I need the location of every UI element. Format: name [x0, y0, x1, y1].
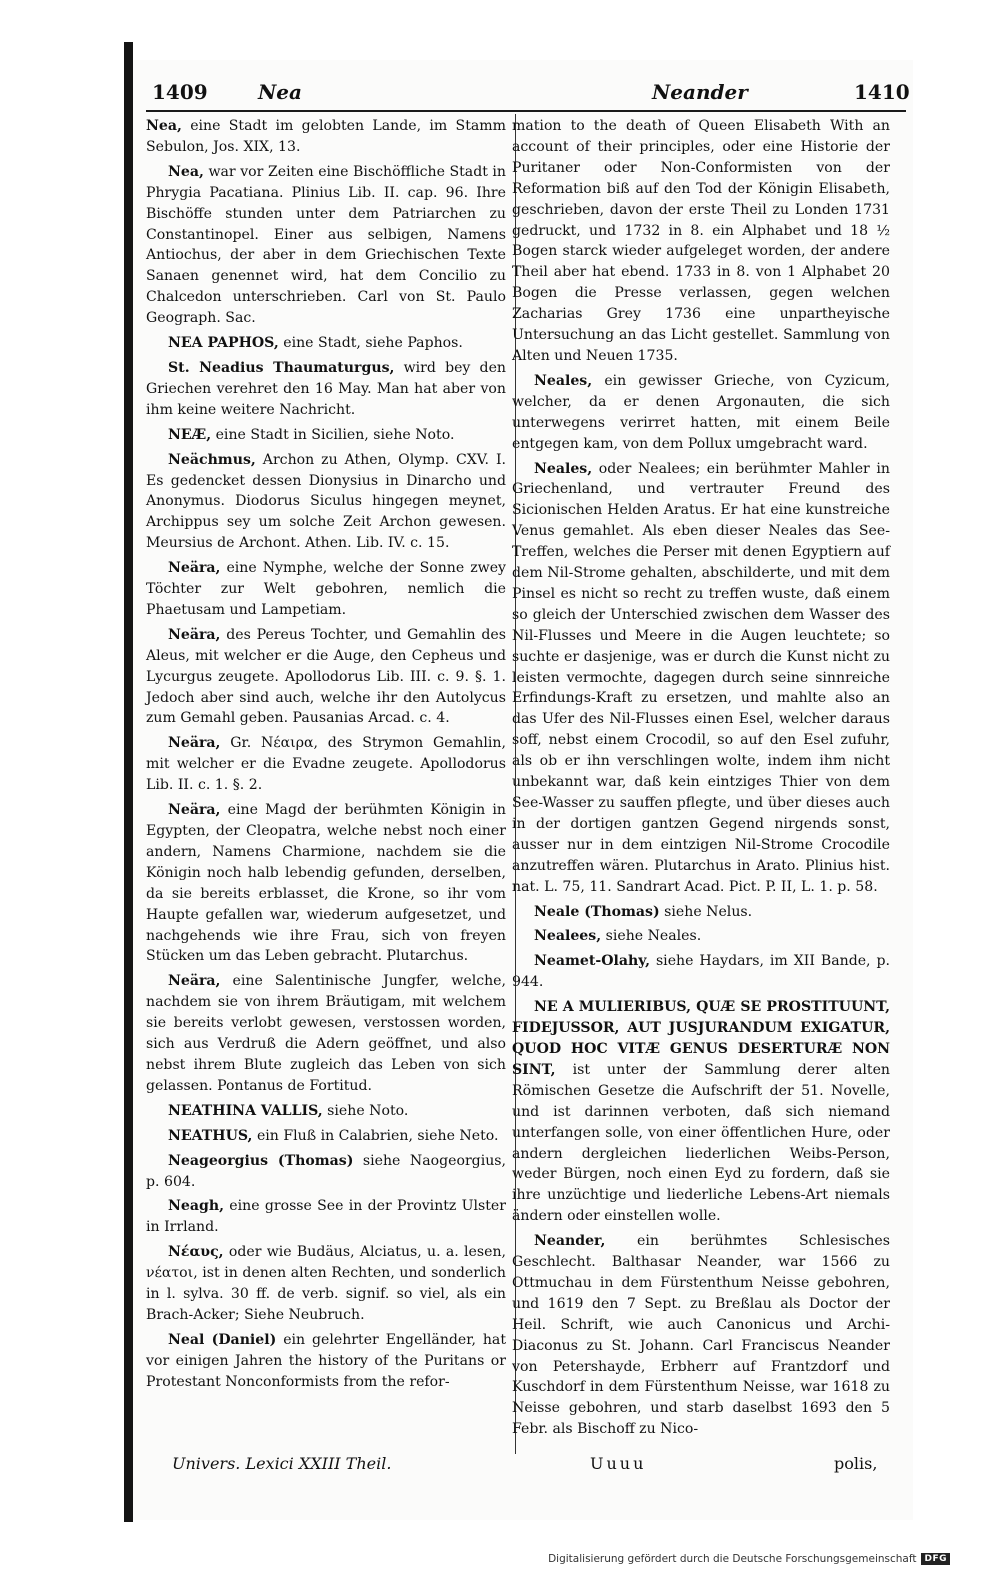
entry-text: siehe Noto.	[327, 1102, 409, 1119]
entry	[146, 162, 506, 329]
entry-lemma: NEATHUS,	[168, 1127, 253, 1144]
entry	[146, 1330, 506, 1393]
entry-lemma: Neära,	[168, 802, 221, 819]
entry-text: Archon zu Athen, Olymp. CXV. I. Es gedencket dessen Dionysius in Dinarcho und Anonymus. Diodorus Siculus hingegen meynet, Archippus sey um solche Zeit Archon gewesen. Meursius de Archont. Athen. Lib. IV. c. 15.	[146, 451, 506, 552]
entry-text: eine Stadt in Sicilien, siehe Noto.	[215, 426, 455, 443]
entry-lemma: NE A MULIERIBUS, QUÆ SE PROSTITUUNT, FIDEJUSSOR, AUT JUSJURANDUM EXIGATUR, QUOD HOC VITÆ GENUS DESERTURÆ NON SINT,	[512, 999, 890, 1078]
entry-lemma: Neära,	[168, 973, 221, 990]
entry-lemma: Nea,	[168, 163, 204, 180]
entry	[146, 971, 506, 1096]
entry-text: siehe Neales.	[605, 928, 702, 945]
entry-text: oder Nealees; ein berühmter Mahler in Griechenland, und vertrauter Freund des Sicionischen Helden Aratus. Er hat eine kunstreiche Venus gemahlet. Als eben dieser Neales das See-Treffen, welches die Perser mit denen Egyptiern auf dem Nil-Strome gehalten, abschilderte, und mit dem Pinsel es nicht so recht zu treffen wuste, daß einem so gleich der Unterschied zwischen dem Wasser des Nil-Flusses und Meere in die Augen leuchtete; so suchte er dasjenige, was er durch die Kunst nicht zu leisten vermochte, dagegen durch seine sinnreiche Erfindungs-Kraft zu ersetzen, und mahlte also an das Ufer des Nil-Flusses einen Esel, welcher daraus soff, nebst einem Crocodil, so auf den Esel zufuhr, als ob er ihn verschlingen wolte, indem ihm nicht unbekannt war, daß kein eintziges Thier von dem See-Wasser zu sauffen pflegte, und über dieses auch in der dortigen gantzen Gegend nirgends sonst, ausser nur in dem eintzigen Nil-Strome Crocodile anzutreffen wären. Plutarchus in Arato. Plinius hist. nat. L. 75, 11. Sandrart Acad. Pict. P. II, L. 1. p. 58.	[512, 460, 890, 895]
running-head-right: Neander	[652, 80, 748, 104]
entry-lemma: Neära,	[168, 626, 221, 643]
entry	[146, 116, 506, 158]
entry-text: eine Magd der berühmten Königin in Egypten, der Cleopatra, welche nebst noch einer andern, Namens Charmione, nachdem sie die Königin noch halb lebendig gefunden, derselben, da sie bereits erblasset, die Krone, so ihr vom Haupte gefallen war, wiederum aufgesetzet, und nachgehends wie ihre Frau, sich von freyen Stücken um das Leben gebracht. Plutarchus.	[146, 802, 506, 965]
entry-text: des Pereus Tochter, und Gemahlin des Aleus, mit welcher er die Auge, den Cepheus und Lycurgus zeugete. Apollodorus Lib. III. c. 9. §. 1. Jedoch aber sind auch, welche ihr den Autolycus zum Gemahl geben. Pausanias Arcad. c. 4.	[146, 626, 506, 727]
entry	[146, 800, 506, 967]
entry	[146, 450, 506, 555]
entry-text: ein berühmtes Schlesisches Geschlecht. Balthasar Neander, war 1566 zu Ottmuchau in dem Fürstenthum Neisse gebohren, und 1619 den 7 Sept. zu Breßlau als Doctor der Heil. Schrift, wie auch Canonicus und Archi-Diaconus zu St. Johann. Carl Franciscus Neander von Petershayde, Erbherr auf Frantzdorf und Kuschdorf in dem Fürstenthum Neisse, war 1618 zu Neisse gebohren, und starb daselbst 1693 den 5 Febr. als Bischoff zu Nico-	[512, 1233, 890, 1438]
entry-lemma: NEATHINA VALLIS,	[168, 1102, 323, 1119]
sheet-signature: Uuuu	[590, 1454, 647, 1473]
entry	[512, 926, 890, 947]
entry	[512, 902, 890, 923]
entry-text: siehe Naogeorgius, p. 604.	[146, 1152, 506, 1190]
scan-binding-edge	[124, 42, 133, 1522]
entry-lemma: Neale (Thomas)	[534, 903, 660, 920]
entry-lemma: Neales,	[534, 460, 593, 477]
signature-line: Univers. Lexici XXIII Theil.	[172, 1454, 392, 1473]
entry-text: Gr. Νέαιρα, des Strymon Gemahlin, mit welcher er die Evadne zeugete. Apollodorus Lib. II. c. 1. §. 2.	[146, 735, 506, 794]
entry-text: ist unter der Sammlung derer alten Römischen Gesetze die Aufschrift der 51. Novelle, und ist darinnen verboten, daß sich niemand unterfangen solle, von einer öffentlichen Hure, oder andern dergleichen liederlichen Weibs-Person, weder Bürgen, noch einen Eyd zu fordern, daß sie ihre unzüchtige und liederliche Lebens-Art niemals ändern oder einstellen wolle.	[512, 1061, 890, 1225]
entry-lemma: NEÆ,	[168, 426, 212, 443]
entry-lemma: Nealees,	[534, 928, 602, 945]
entry-lemma: NEA PAPHOS,	[168, 335, 279, 352]
entry-lemma: Neales,	[534, 372, 593, 389]
entry	[512, 459, 890, 898]
entry-text: war vor Zeiten eine Bischöffliche Stadt in Phrygia Pacatiana. Plinius Lib. II. cap. 96. Ihre Bischöffe stunden unter dem Patriarchen zu Constantinopel. Einer aus selbigen, Namens Antiochus, der aber in dem Griechischen Texte Sanaen genennet wird, hat dem Concilio zu Chalcedon unterschrieben. Carl von St. Paulo Geograph. Sac.	[146, 163, 507, 327]
digitization-credit	[548, 1553, 950, 1565]
entry-lemma: Neagh,	[168, 1198, 224, 1215]
entry-lemma: Neära,	[168, 560, 221, 577]
header-rule	[146, 110, 906, 112]
running-head-left: Nea	[258, 80, 302, 104]
entry-text: ein Fluß in Calabrien, siehe Neto.	[256, 1127, 499, 1144]
entry-text: wird bey den Griechen verehret den 16 May. Man hat aber von ihm keine weitere Nachricht.	[146, 359, 506, 418]
entry-text: mation to the death of Queen Elisabeth With an account of their principles, oder eine Historie der Puritaner oder Non-Conformisten von der Reformation biß auf den Tod der Königin Elisabeth, geschrieben, davon der erste Theil zu Londen 1731 gedruckt, und 1732 in 8. ein Alphabet und 18 ½ Bogen starck wieder aufgeleget worden, der andere Theil aber hat ebend. 1733 in 8. von 1 Alphabet 20 Bogen die Presse verlassen, gegen welchen Zacharias Grey 1736 eine unpartheyische Untersuchung an das Licht gestellet. Sammlung von Alten und Neuen 1735.	[512, 118, 890, 364]
column-right	[512, 116, 890, 1444]
entry-lemma: Neal (Daniel)	[168, 1331, 277, 1348]
page-number-left: 1409	[152, 80, 208, 104]
entry-lemma: Nea,	[146, 118, 182, 134]
dfg-logo: DFG	[921, 1553, 950, 1565]
entry	[512, 1231, 890, 1440]
entry-lemma: Neächmus,	[168, 451, 256, 468]
entry-text: eine Stadt im gelobten Lande, im Stamm Sebulon, Jos. XIX, 13.	[146, 118, 507, 155]
entry	[146, 1101, 506, 1122]
entry-text: eine Salentinische Jungfer, welche, nachdem sie von ihrem Bräutigam, mit welchem sie bereits verlobt gewesen, verstossen worden, sich aus Verdruß die Adern geöffnet, und also nebst ihrem Blute zugleich das Leben von sich gelassen. Pontanus de Fortitud.	[146, 973, 506, 1094]
entry-text: eine grosse See in der Provintz Ulster in Irrland.	[146, 1198, 506, 1236]
entry	[146, 1242, 506, 1326]
entry-text: eine Nymphe, welche der Sonne zwey Töchter zur Welt gebohren, nemlich die Phaetusam und Lampetiam.	[146, 560, 506, 618]
entry	[146, 558, 506, 621]
column-left	[146, 116, 506, 1397]
entry-lemma: Neamet-Olahy,	[534, 953, 650, 970]
entry-text: eine Stadt, siehe Paphos.	[283, 335, 463, 352]
entry	[512, 997, 890, 1227]
entry	[512, 116, 890, 367]
entry	[146, 625, 506, 730]
entry	[146, 1126, 506, 1147]
entry-lemma: Neander,	[534, 1233, 606, 1250]
entry	[146, 1151, 506, 1193]
entry-text: oder wie Budäus, Alciatus, u. a. lesen, νέατοι, ist in denen alten Rechten, und sonderlich in l. sylva. 30 ff. de verb. signif. so viel, als ein Brach-Acker; Siehe Neubruch.	[146, 1244, 506, 1323]
entry-text: siehe Nelus.	[664, 903, 753, 920]
entry-lemma: Νέαυς,	[168, 1244, 224, 1261]
entry-text: siehe Haydars, im XII Bande, p. 944.	[512, 953, 890, 991]
credit-text: Digitalisierung gefördert durch die Deutsche Forschungsgemeinschaft	[548, 1553, 917, 1565]
entry	[146, 358, 506, 421]
entry-lemma: Neageorgius (Thomas)	[168, 1152, 354, 1169]
entry	[146, 1196, 506, 1238]
entry	[512, 951, 890, 993]
entry-lemma: St. Neadius Thaumaturgus,	[168, 359, 395, 376]
entry	[146, 333, 506, 354]
entry	[146, 425, 506, 446]
entry-text: ein gewisser Grieche, von Cyzicum, welcher, da er denen Argonauten, die sich unterwegens verirret hatten, mit einem Beile entgegen kam, von dem Pollux umgebracht ward.	[512, 372, 890, 452]
entry-lemma: Neära,	[168, 735, 221, 752]
entry	[512, 371, 890, 455]
entry	[146, 733, 506, 796]
entry-text: ein gelehrter Engelländer, hat vor einigen Jahren the history of the Puritans or Protestant Nonconformists from the refor-	[146, 1331, 506, 1390]
catchword: polis,	[834, 1454, 878, 1473]
page-number-right: 1410	[854, 80, 910, 104]
